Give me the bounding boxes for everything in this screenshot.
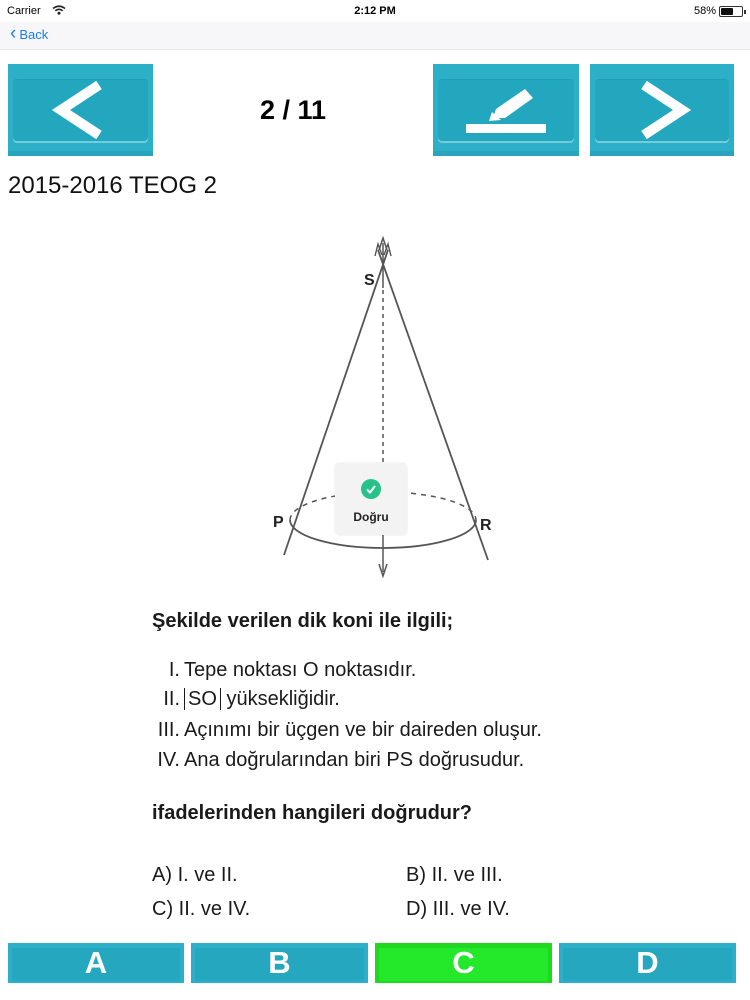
exam-title: 2015-2016 TEOG 2 (8, 172, 218, 199)
question-prompt: ifadelerinden hangileri doğrudur? (152, 802, 473, 824)
arrow-left-icon (51, 81, 111, 139)
next-question-button[interactable] (590, 64, 734, 156)
carrier-label: Carrier (7, 5, 41, 17)
vertex-label-s: S (364, 272, 375, 289)
pencil-icon (463, 83, 549, 137)
vertex-label-p: P (273, 514, 284, 531)
arrow-right-icon (632, 81, 692, 139)
option-b: B) II. ve III. (406, 864, 503, 886)
answer-button-b[interactable]: B (191, 943, 368, 983)
option-c: C) II. ve IV. (152, 898, 251, 920)
option-d: D) III. ve IV. (406, 898, 510, 920)
check-icon (361, 479, 381, 499)
statement-4: IV. Ana doğrularından biri PS doğrusudur. (157, 749, 525, 771)
answer-button-c[interactable]: C (375, 943, 552, 983)
chevron-left-icon: ‹ (10, 23, 17, 44)
answer-button-a[interactable]: A (8, 943, 184, 983)
status-bar (0, 0, 750, 22)
back-label: Back (19, 26, 49, 42)
back-button[interactable] (10, 25, 48, 43)
vertex-label-r: R (480, 517, 492, 534)
statement-2: II. SO yüksekliğidir. (163, 688, 340, 710)
previous-question-button[interactable] (8, 64, 153, 156)
statement-1: I. Tepe noktası O noktasıdır. (168, 659, 417, 681)
statement-3: III. Açınımı bir üçgen ve bir daireden oluşur. (157, 719, 542, 741)
battery-icon (719, 6, 743, 17)
answer-button-d[interactable]: D (559, 943, 736, 983)
question-intro: Şekilde verilen dik koni ile ilgili; (152, 610, 454, 632)
battery-percentage: 58% (693, 5, 716, 17)
edit-button[interactable] (433, 64, 579, 156)
option-a: A) I. ve II. (152, 864, 238, 886)
feedback-label: Doğru (353, 510, 389, 524)
page-counter: 2 / 11 (259, 95, 327, 125)
clock: 2:12 PM (354, 5, 396, 17)
segment-bracket: SO (184, 688, 221, 710)
correct-feedback-popup (335, 463, 407, 535)
navigation-bar (0, 22, 750, 50)
